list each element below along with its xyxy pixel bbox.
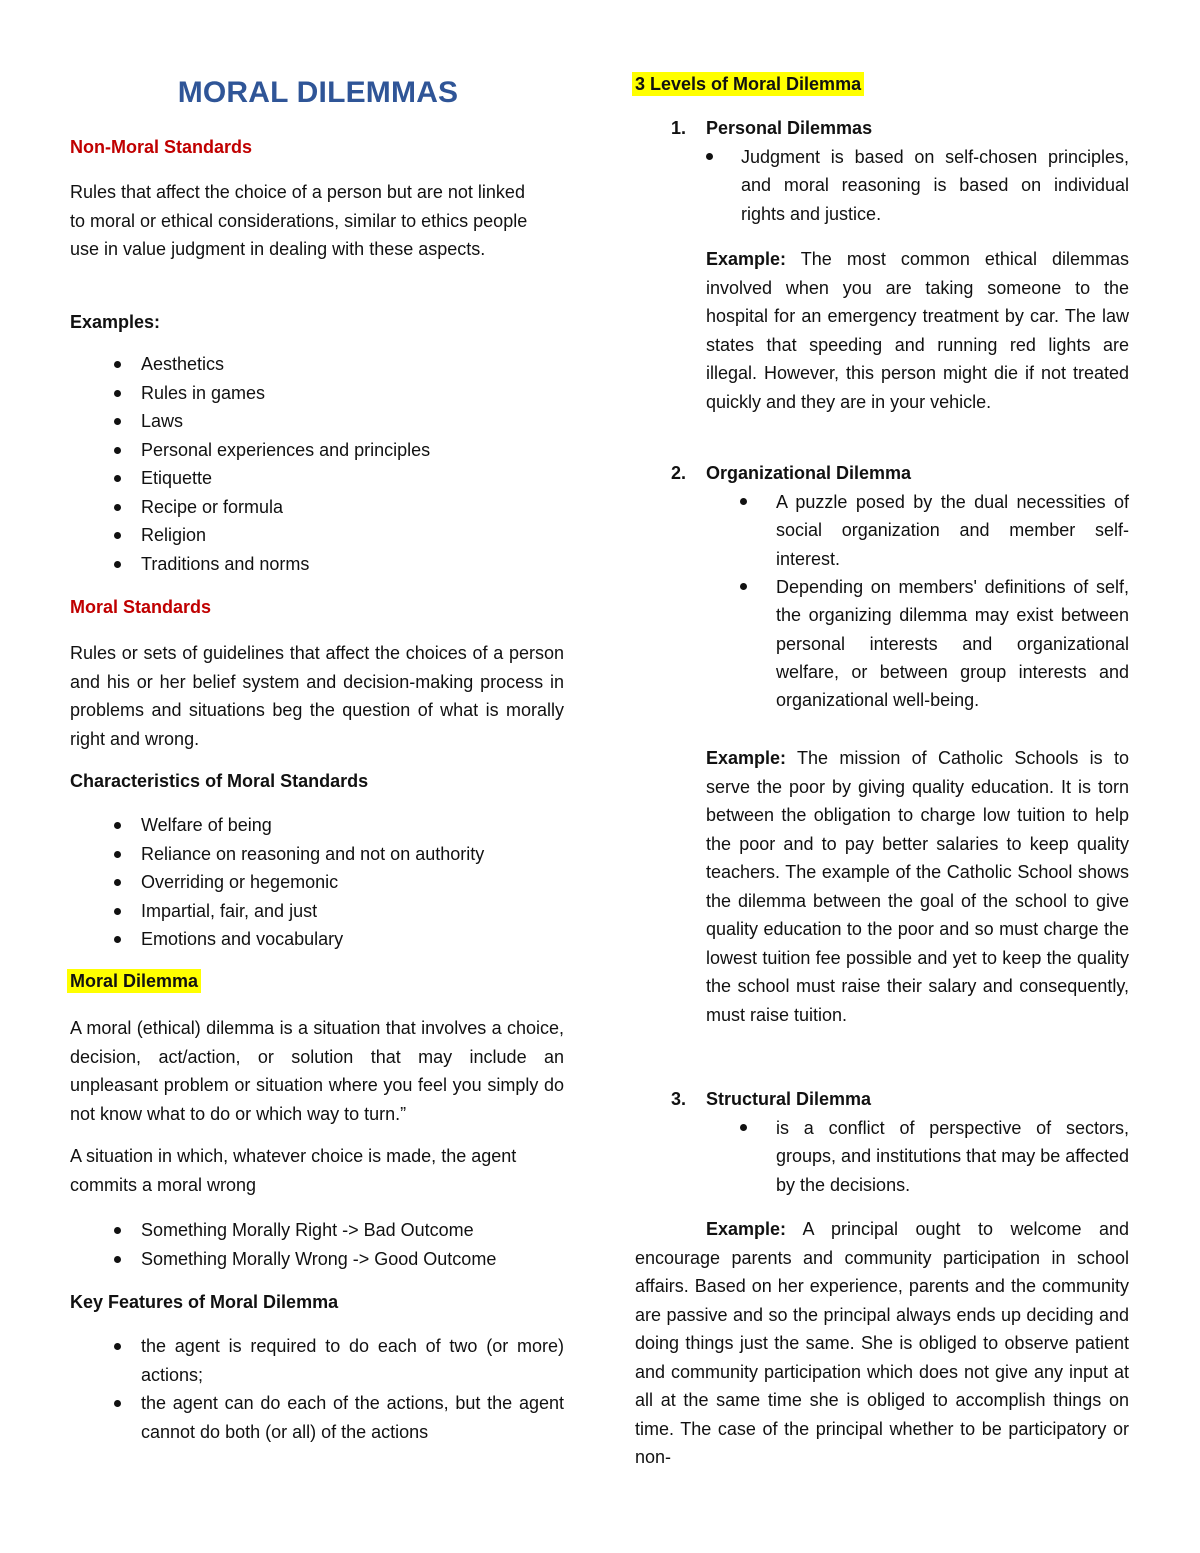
outcomes-list bbox=[70, 1216, 566, 1273]
bullet-icon bbox=[740, 498, 747, 505]
example-label: Example: bbox=[706, 748, 787, 768]
example-label: Example: bbox=[706, 1219, 787, 1239]
list-item: Something Morally Wrong -> Good Outcome bbox=[70, 1245, 566, 1274]
level-3-example-text: A principal ought to welcome and encourage parents and community participation in school affairs. Based on her experience, parents and the community are passive and so the principal always ends up deciding and doing things just the same. She is obliged to observe patient and community participation which does not give any input at all at the same time she is obliged to accomplish things on time. The case of the principal whether to be participatory or non- bbox=[635, 1219, 1129, 1467]
list-item: Laws bbox=[70, 407, 566, 436]
moral-dilemma-heading-wrap bbox=[70, 971, 201, 992]
list-item: Recipe or formula bbox=[70, 493, 566, 522]
level-2-example bbox=[706, 744, 1129, 1029]
list-item: Reliance on reasoning and not on authority bbox=[70, 840, 566, 869]
level-2-number: 2. bbox=[671, 463, 687, 483]
level-1-title: Personal Dilemmas bbox=[706, 118, 873, 138]
non-moral-standards-text: Rules that affect the choice of a person but are not linked to moral or ethical considerations, similar to ethics people use in value judgment in dealing with these aspects. bbox=[70, 182, 528, 259]
bullet-icon bbox=[706, 153, 713, 160]
non-moral-standards-heading: Non-Moral Standards bbox=[70, 137, 253, 157]
key-features-list bbox=[70, 1332, 564, 1446]
list-item: Religion bbox=[70, 521, 566, 550]
moral-standards-text: Rules or sets of guidelines that affect the choices of a person and his or her belief system and decision-making process in problems and situations beg the question of what is morally right and wrong. bbox=[70, 643, 564, 749]
list-item: Welfare of being bbox=[70, 811, 566, 840]
list-item: Emotions and vocabulary bbox=[70, 925, 566, 954]
levels-heading: 3 Levels of Moral Dilemma bbox=[632, 72, 864, 96]
level-1-bullet bbox=[741, 143, 1129, 228]
document-title: MORAL DILEMMAS bbox=[177, 76, 459, 109]
level-3-number: 3. bbox=[671, 1089, 687, 1109]
level-2-bullet-1 bbox=[776, 488, 1129, 573]
list-item: Impartial, fair, and just bbox=[70, 897, 566, 926]
examples-list bbox=[70, 350, 566, 578]
moral-standards-heading: Moral Standards bbox=[70, 597, 212, 617]
key-features-label: Key Features of Moral Dilemma bbox=[70, 1292, 339, 1312]
list-item: Aesthetics bbox=[70, 350, 566, 379]
characteristics-list bbox=[70, 811, 566, 954]
moral-dilemma-text-2: A situation in which, whatever choice is made, the agent commits a moral wrong bbox=[70, 1146, 517, 1195]
level-2-bullet-2-text: Depending on members' definitions of self, the organizing dilemma may exist between personal interests and organizational welfare, or between group interests and organizational well-being. bbox=[776, 577, 1129, 711]
list-item: Overriding or hegemonic bbox=[70, 868, 566, 897]
level-3-bullet-text: is a conflict of perspective of sectors, groups, and institutions that may be affected by the decisions. bbox=[776, 1118, 1129, 1195]
characteristics-label: Characteristics of Moral Standards bbox=[70, 771, 369, 791]
moral-dilemma-heading: Moral Dilemma bbox=[67, 969, 201, 993]
examples-label: Examples: bbox=[70, 312, 161, 332]
level-3-title: Structural Dilemma bbox=[706, 1089, 872, 1109]
level-3-example bbox=[635, 1215, 1129, 1472]
list-item: Rules in games bbox=[70, 379, 566, 408]
level-1-example bbox=[706, 245, 1129, 416]
list-item: Personal experiences and principles bbox=[70, 436, 566, 465]
level-2-title: Organizational Dilemma bbox=[706, 463, 912, 483]
list-item: the agent can do each of the actions, but the agent cannot do both (or all) of the actions bbox=[70, 1389, 564, 1446]
list-item: the agent is required to do each of two (or more) actions; bbox=[70, 1332, 564, 1389]
level-2-example-text: The mission of Catholic Schools is to serve the poor by giving quality education. It is torn between the obligation to charge low tuition to help the poor and to pay better salaries to keep quality teachers. The example of the Catholic School shows the dilemma between the goal of the school to give quality education to the poor and so must charge the lowest tuition fee possible and yet to keep the quality the school must raise their salary and consequently, must raise tuition. bbox=[706, 748, 1129, 1025]
level-1-bullet-text: Judgment is based on self-chosen principles, and moral reasoning is based on individual rights and justice. bbox=[741, 147, 1129, 224]
levels-heading-wrap bbox=[635, 74, 864, 95]
bullet-icon bbox=[740, 1124, 747, 1131]
list-item: Traditions and norms bbox=[70, 550, 566, 579]
moral-dilemma-text: A moral (ethical) dilemma is a situation that involves a choice, decision, act/action, or solution that may include an unpleasant problem or situation where you feel you simply do not know what to do or which way to turn.” bbox=[70, 1018, 564, 1124]
level-1-number: 1. bbox=[671, 118, 687, 138]
list-item: Something Morally Right -> Bad Outcome bbox=[70, 1216, 566, 1245]
bullet-icon bbox=[740, 583, 747, 590]
level-3-bullet bbox=[776, 1114, 1129, 1199]
level-2-bullet-2 bbox=[776, 573, 1129, 714]
list-item: Etiquette bbox=[70, 464, 566, 493]
level-2-bullet-1-text: A puzzle posed by the dual necessities of social organization and member self-interest. bbox=[776, 492, 1129, 569]
example-label: Example: bbox=[706, 249, 787, 269]
level-1-example-text: The most common ethical dilemmas involved when you are taking someone to the hospital for an emergency treatment by car. The law states that speeding and running red lights are illegal. However, this person might die if not treated quickly and they are in your vehicle. bbox=[706, 249, 1129, 412]
